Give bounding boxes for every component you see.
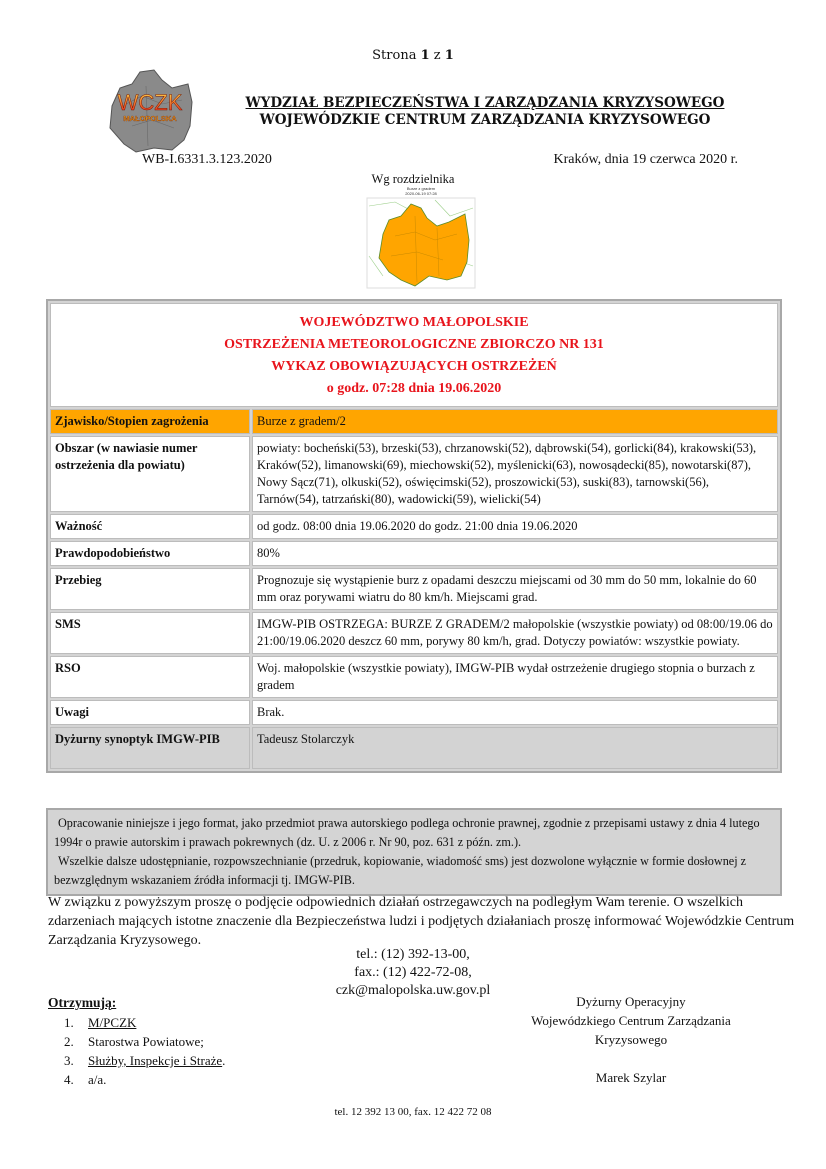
table-row-phenomenon xyxy=(50,409,778,434)
page-current: 1 xyxy=(420,48,430,63)
warning-map xyxy=(365,186,477,296)
row-value: Prognozuje się wystąpienie burz z opadami deszczu miejscami od 30 mm do 50 mm, lokalnie do 60 mm oraz porywami wiatru do 80 km/h. Miejscami grad. xyxy=(252,568,778,610)
row-value: od godz. 08:00 dnia 19.06.2020 do godz. 21:00 dnia 19.06.2020 xyxy=(252,514,778,539)
row-label: SMS xyxy=(50,612,250,654)
recipient-suffix: . xyxy=(222,1053,226,1068)
row-value: IMGW-PIB OSTRZEGA: BURZE Z GRADEM/2 małopolskie (wszystkie powiaty) od 08:00/19.06 do 21:00/19.06.2020 deszcz 60 mm, porywy 80 km/h, grad. Dotyczy powiatów: wszystkie powiaty. xyxy=(252,612,778,654)
list-number: 2. xyxy=(64,1034,74,1049)
table-row-rso xyxy=(50,656,778,698)
table-row-course xyxy=(50,568,778,610)
recipients-list xyxy=(64,1013,225,1089)
list-item xyxy=(64,1051,225,1070)
list-item xyxy=(64,1013,225,1032)
recipient-text: Starostwa Powiatowe; xyxy=(88,1034,204,1049)
list-item xyxy=(64,1070,225,1089)
recipient-link[interactable]: M/PCZK xyxy=(88,1015,137,1030)
signature-org-cont: Kryzysowego xyxy=(594,1032,668,1047)
page-total: 1 xyxy=(444,48,454,63)
row-label: Przebieg xyxy=(50,568,250,610)
signature-block xyxy=(500,992,762,1087)
recipient-text: a/a. xyxy=(88,1072,107,1087)
row-label: Ważność xyxy=(50,514,250,539)
table-row-notes xyxy=(50,700,778,725)
warning-title xyxy=(50,303,778,407)
row-label: Prawdopodobieństwo xyxy=(50,541,250,566)
page-prefix: Strona xyxy=(372,48,417,63)
warning-table xyxy=(46,299,782,773)
row-value: 80% xyxy=(252,541,778,566)
wczk-logo xyxy=(102,66,198,154)
row-label: Obszar (w nawiasie numer ostrzeżenia dla powiatu) xyxy=(50,436,250,512)
map-subtitle: 2020-06-19 07:28 xyxy=(405,191,437,196)
row-label: Uwagi xyxy=(50,700,250,725)
row-label: Dyżurny synoptyk IMGW-PIB xyxy=(50,727,250,769)
contact-phone: tel.: (12) 392-13-00, xyxy=(356,947,470,962)
table-row-sms xyxy=(50,612,778,654)
department-title: WYDZIAŁ BEZPIECZEŃSTWA I ZARZĄDZANIA KRYZYSOWEGO xyxy=(245,95,725,111)
list-number: 3. xyxy=(64,1053,74,1068)
map-title: Burze z gradem xyxy=(406,186,436,191)
contact-email[interactable]: czk@malopolska.uw.gov.pl xyxy=(335,983,491,998)
list-item xyxy=(64,1032,225,1051)
contact-fax: fax.: (12) 422-72-08, xyxy=(354,965,472,980)
page-number xyxy=(0,48,826,63)
table-row-forecaster xyxy=(50,727,778,769)
row-label: RSO xyxy=(50,656,250,698)
table-row-validity xyxy=(50,514,778,539)
signature-name: Marek Szylar xyxy=(595,1070,667,1085)
copyright-paragraph: Wszelkie dalsze udostępnianie, rozpowszechnianie (przedruk, kopiowanie, wiadomość sms) jest dozwolone wyłącznie w formie dosłownej z bezwzględnym wskazaniem źródła informacji tj. IMGW-PIB. xyxy=(54,854,747,887)
center-title: WOJEWÓDZKIE CENTRUM ZARZĄDZANIA KRYZYSOWEGO xyxy=(259,112,711,128)
warning-title-region: WOJEWÓDZTWO MAŁOPOLSKIE xyxy=(299,315,529,330)
recipient-link[interactable]: Służby, Inspekcje i Straże xyxy=(88,1053,223,1068)
body-paragraph: W związku z powyższym proszę o podjęcie odpowiednich działań ostrzegawczych na podległym Wam terenie. O wszelkich zdarzeniach mających istotne znaczenie dla Bezpieczeństwa ludzi i podjętych działaniach proszę informować Wojewódzkie Centrum Zarządzania Kryzysowego. xyxy=(48,895,795,948)
table-row-probability xyxy=(50,541,778,566)
warning-title-number: OSTRZEŻENIA METEOROLOGICZNE ZBIORCZO NR 131 xyxy=(224,337,604,352)
copyright-notice xyxy=(46,808,782,896)
signature-role: Dyżurny Operacyjny xyxy=(576,994,686,1009)
signature-org: Wojewódzkiego Centrum Zarządzania xyxy=(531,1013,731,1028)
recipients-title: Otrzymują: xyxy=(48,995,117,1010)
warning-title-list: WYKAZ OBOWIĄZUJĄCYCH OSTRZEŻEŃ xyxy=(271,359,557,374)
row-label: Zjawisko/Stopien zagrożenia xyxy=(50,409,250,434)
reference-number: WB-I.6331.3.123.2020 xyxy=(142,152,272,167)
list-number: 4. xyxy=(64,1072,74,1087)
row-value: Woj. małopolskie (wszystkie powiaty), IMGW-PIB wydał ostrzeżenie drugiego stopnia o burzach z gradem xyxy=(252,656,778,698)
row-value: Tadeusz Stolarczyk xyxy=(252,727,778,769)
document-date: Kraków, dnia 19 czerwca 2020 r. xyxy=(553,152,738,167)
row-value: powiaty: bocheński(53), brzeski(53), chrzanowski(52), dąbrowski(54), gorlicki(84), krakowski(53), Kraków(52), limanowski(69), miechowski(52), myślenicki(63), nowosądecki(85), nowotarski(87), Nowy Sącz(71), olkuski(52), oświęcimski(52), proszowicki(53), suski(83), tarnowski(56), Tarnów(54), tatrzański(80), wadowicki(59), wielicki(54) xyxy=(252,436,778,512)
malopolska-map-logo-icon xyxy=(102,66,198,154)
page-footer: tel. 12 392 13 00, fax. 12 422 72 08 xyxy=(334,1106,492,1118)
row-value: Burze z gradem/2 xyxy=(252,409,778,434)
list-number: 1. xyxy=(64,1015,74,1030)
row-value: Brak. xyxy=(252,700,778,725)
page-sep: z xyxy=(433,48,441,63)
distribution-note: Wg rozdzielnika xyxy=(371,172,455,186)
logo-text: WCZK xyxy=(117,90,183,115)
warning-title-time: o godz. 07:28 dnia 19.06.2020 xyxy=(326,381,502,396)
logo-subtext: MAŁOPOLSKA xyxy=(123,114,177,123)
table-row-area xyxy=(50,436,778,512)
copyright-paragraph: Opracowanie niniejsze i jego format, jako przedmiot prawa autorskiego podlega ochronie prawnej, zgodnie z przepisami ustawy z dnia 4 lutego 1994r o prawie autorskim i prawach pokrewnych (dz. U. z 2006 r. Nr 90, poz. 631 z późn. zm.). xyxy=(54,816,760,849)
malopolska-warning-map-icon xyxy=(365,196,477,294)
